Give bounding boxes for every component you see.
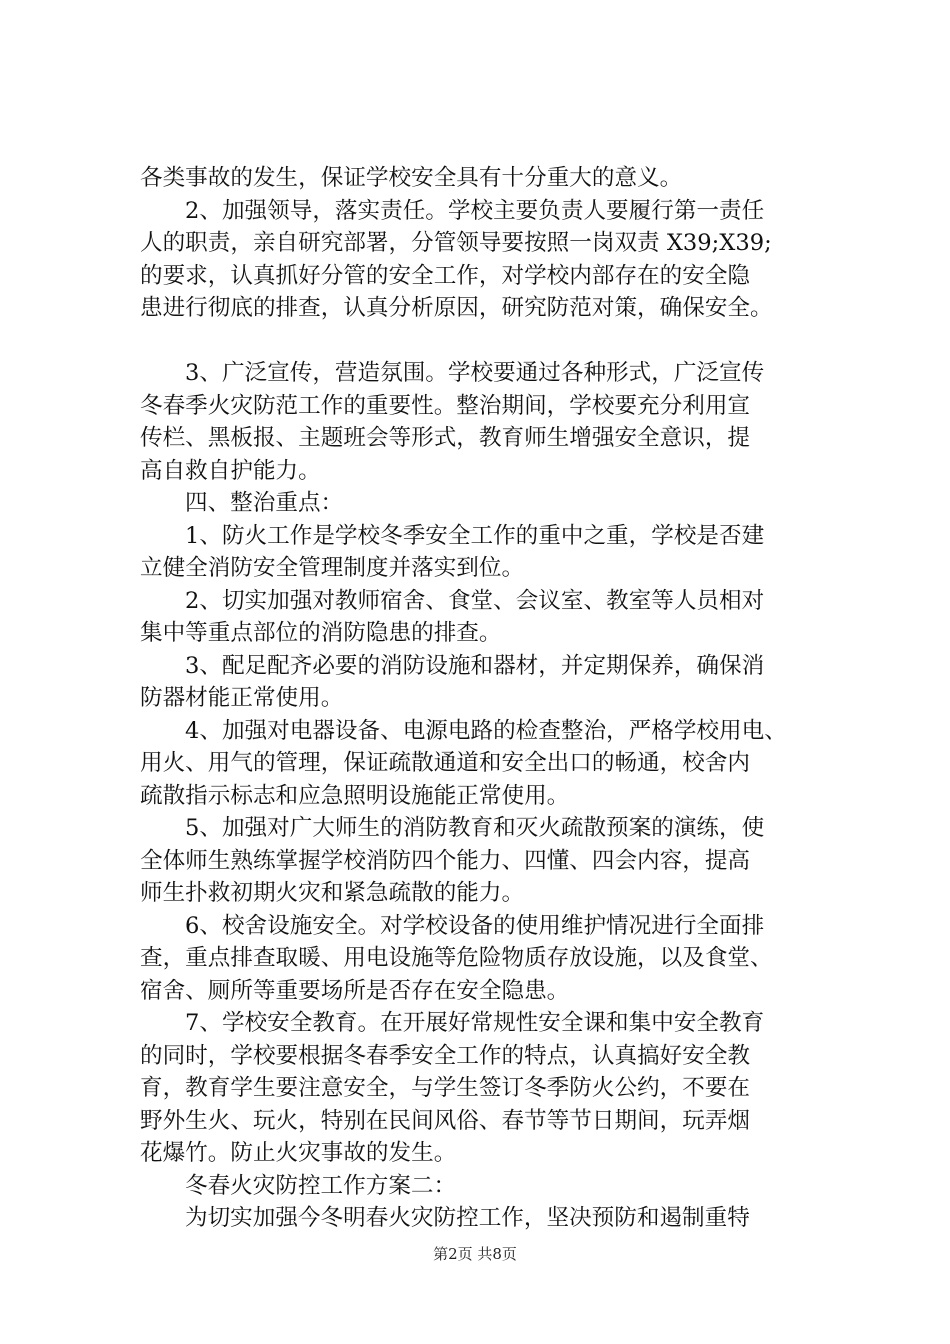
text-line: 四、整治重点： <box>185 490 344 516</box>
text-line: 宿舍、厕所等重要场所是否存在安全隐患。 <box>140 977 570 1004</box>
text-line: 的要求，认真抓好分管的安全工作，对学校内部存在的安全隐 <box>140 262 751 289</box>
text-line: 的同时，学校要根据冬春季安全工作的特点，认真搞好安全教 <box>140 1042 751 1069</box>
text-line: 高自救自护能力。 <box>140 457 321 484</box>
blank-line <box>140 325 840 358</box>
text-line: 3、配足配齐必要的消防设施和器材，并定期保养，确保消 <box>185 652 765 679</box>
text-line: 3、广泛宣传，营造氛围。学校要通过各种形式，广泛宣传 <box>185 360 765 386</box>
text-line: 用火、用气的管理，保证疏散通道和安全出口的畅通，校舍内 <box>140 750 751 776</box>
text-line: 7、学校安全教育。在开展好常规性安全课和集中安全教育 <box>185 1010 765 1036</box>
text-line: 2、切实加强对教师宿舍、食堂、会议室、教室等人员相对 <box>185 587 765 614</box>
text-line: 5、加强对广大师生的消防教育和灭火疏散预案的演练，使 <box>185 815 765 841</box>
text-line: 育，教育学生要注意安全，与学生签订冬季防火公约，不要在 <box>140 1075 751 1101</box>
text-line: 患进行彻底的排查，认真分析原因，研究防范对策，确保安全。 <box>140 295 773 321</box>
text-line: 冬春火灾防控工作方案二： <box>185 1172 457 1199</box>
text-line: 全体师生熟练掌握学校消防四个能力、四懂、四会内容，提高 <box>140 847 751 874</box>
text-line: 为切实加强今冬明春火灾防控工作，坚决预防和遏制重特 <box>185 1205 750 1231</box>
text-line: 传栏、黑板报、主题班会等形式，教育师生增强安全意识，提 <box>140 425 751 451</box>
text-line: 花爆竹。防止火灾事故的发生。 <box>140 1140 457 1166</box>
text-line: 人的职责，亲自研究部署，分管领导要按照一岗双责 X39;X39; <box>140 230 772 256</box>
page-footer: 第2页 共8页 <box>433 1245 517 1263</box>
text-line: 冬春季火灾防范工作的重要性。整治期间，学校要充分利用宣 <box>140 392 751 419</box>
text-line: 6、校舍设施安全。对学校设备的使用维护情况进行全面排 <box>185 912 765 939</box>
text-line: 野外生火、玩火，特别在民间风俗、春节等节日期间，玩弄烟 <box>140 1107 751 1134</box>
text-line: 防器材能正常使用。 <box>140 685 344 711</box>
text-line: 师生扑救初期火灾和紧急疏散的能力。 <box>140 880 525 906</box>
text-line: 查，重点排查取暖、用电设施等危险物质存放设施，以及食堂、 <box>140 945 773 971</box>
text-line: 4、加强对电器设备、电源电路的检查整治，严格学校用电、 <box>185 717 787 744</box>
text-line: 集中等重点部位的消防隐患的排查。 <box>140 620 502 646</box>
text-line: 疏散指示标志和应急照明设施能正常使用。 <box>140 782 570 809</box>
text-line: 1、防火工作是学校冬季安全工作的重中之重，学校是否建 <box>185 522 765 549</box>
text-line: 各类事故的发生，保证学校安全具有十分重大的意义。 <box>140 165 683 191</box>
text-line: 立健全消防安全管理制度并落实到位。 <box>140 555 525 581</box>
document-body <box>140 162 840 1235</box>
text-line: 2、加强领导，落实责任。学校主要负责人要履行第一责任 <box>185 197 765 224</box>
